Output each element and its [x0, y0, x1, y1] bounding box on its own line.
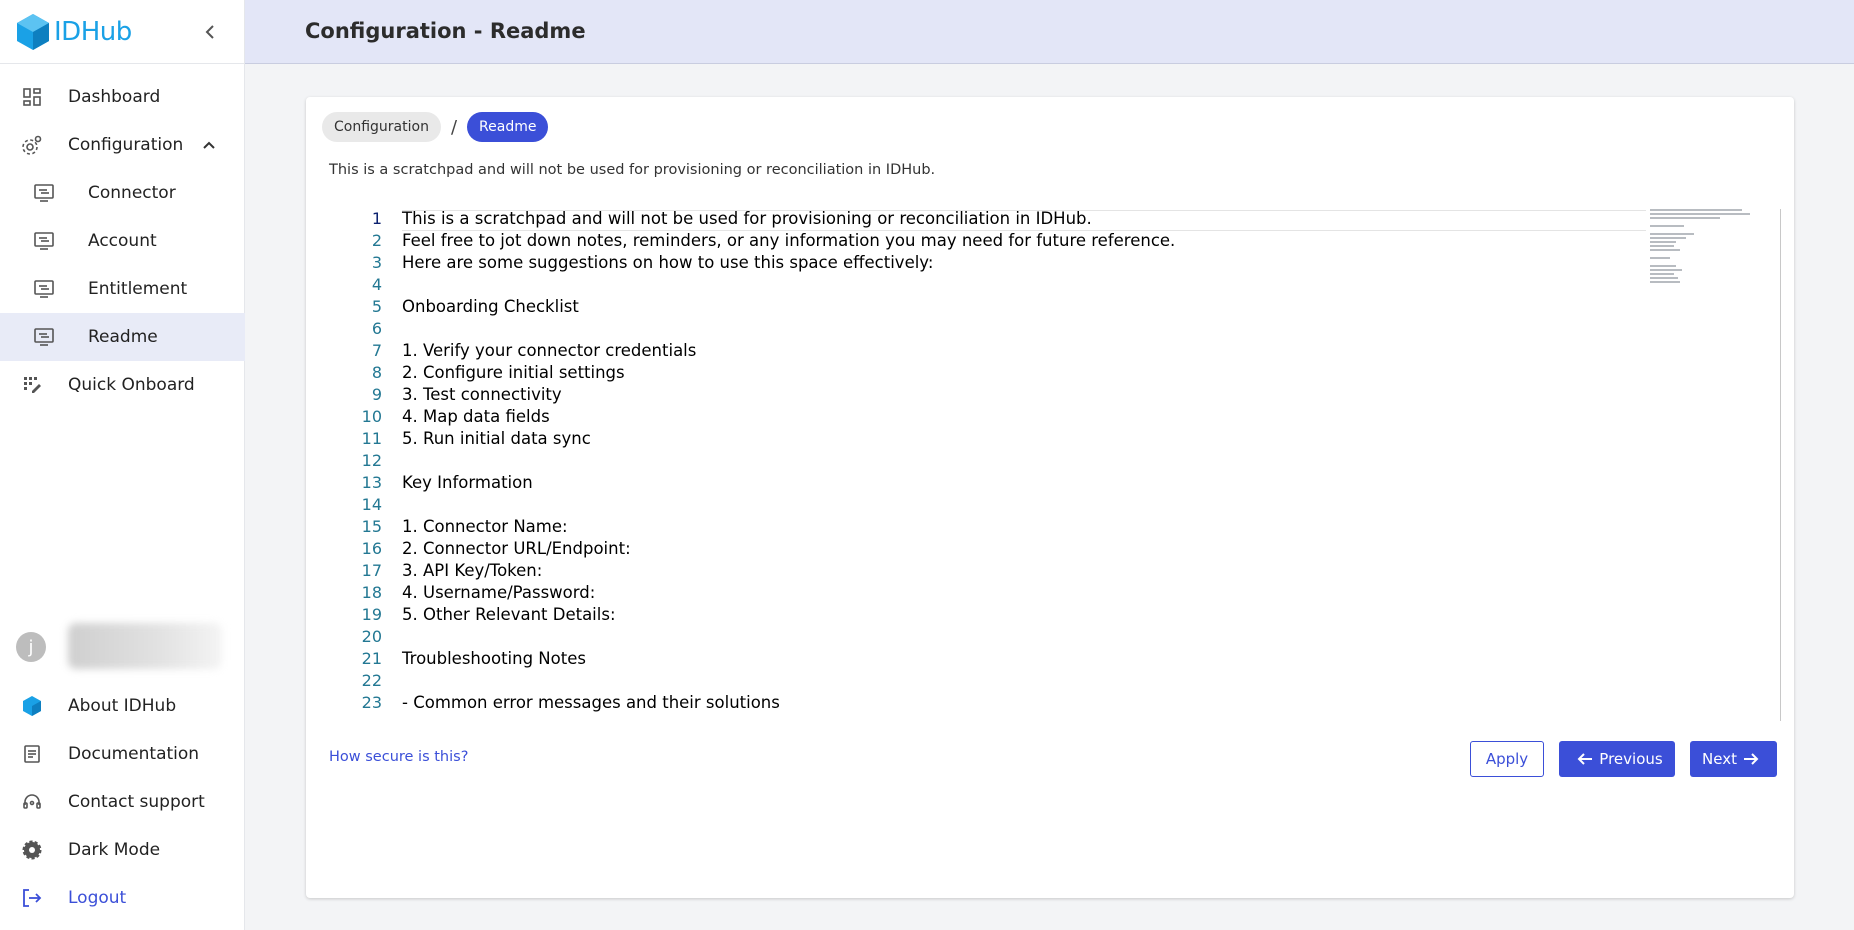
line-number: 15 — [361, 517, 382, 536]
editor-line[interactable]: 3. Test connectivity — [402, 385, 562, 404]
editor-line[interactable]: 1. Connector Name: — [402, 517, 568, 536]
previous-button[interactable] — [1559, 741, 1675, 777]
sidebar-item-dashboard[interactable] — [0, 73, 245, 121]
logo-row — [0, 0, 245, 64]
user-profile[interactable] — [0, 620, 245, 672]
line-number: 22 — [361, 671, 382, 690]
line-number: 9 — [371, 385, 382, 404]
how-secure-link[interactable]: How secure is this? — [329, 749, 469, 765]
editor-line[interactable]: Here are some suggestions on how to use this space effectively: — [402, 253, 934, 272]
line-number: 2 — [371, 231, 382, 250]
line-number: 19 — [361, 605, 382, 624]
breadcrumb-readme[interactable]: Readme — [467, 112, 548, 142]
sidebar-item-about[interactable] — [0, 682, 245, 730]
sidebar-item-label: Documentation — [68, 744, 200, 764]
line-number: 14 — [361, 495, 382, 514]
apply-button-label: Apply — [1485, 750, 1529, 768]
hexagon-icon — [20, 694, 44, 718]
arrow-left-icon — [1577, 752, 1593, 766]
editor-line[interactable]: 4. Map data fields — [402, 407, 550, 426]
sidebar-item-contact-support[interactable] — [0, 778, 245, 826]
user-name-redacted — [68, 623, 222, 669]
sidebar-item-quick-onboard[interactable] — [0, 361, 245, 409]
code-editor[interactable] — [322, 209, 1782, 721]
editor-minimap[interactable] — [1650, 209, 1760, 289]
line-number: 12 — [361, 451, 382, 470]
sidebar-item-label: Connector — [88, 183, 176, 203]
editor-line[interactable]: - Common error messages and their solutions — [402, 693, 780, 712]
line-number: 3 — [371, 253, 382, 272]
line-number: 6 — [371, 319, 382, 338]
previous-button-label: Previous — [1599, 750, 1663, 768]
line-number: 5 — [371, 297, 382, 316]
next-button[interactable] — [1690, 741, 1777, 777]
sidebar-item-label: Dark Mode — [68, 840, 161, 860]
sidebar — [0, 0, 245, 930]
dashboard-icon — [20, 85, 44, 109]
line-number: 7 — [371, 341, 382, 360]
avatar: j — [16, 632, 46, 662]
chevron-up-icon — [202, 135, 216, 159]
line-number: 13 — [361, 473, 382, 492]
line-number: 20 — [361, 627, 382, 646]
document-icon — [20, 742, 44, 766]
line-number: 11 — [361, 429, 382, 448]
line-number: 21 — [361, 649, 382, 668]
sidebar-item-connector[interactable] — [0, 169, 245, 217]
sidebar-item-documentation[interactable] — [0, 730, 245, 778]
grid-edit-icon — [20, 373, 44, 397]
sidebar-item-label: Dashboard — [68, 87, 161, 107]
line-number: 1 — [371, 209, 382, 228]
line-number: 23 — [361, 693, 382, 712]
editor-line[interactable]: 4. Username/Password: — [402, 583, 596, 602]
monitor-icon — [32, 229, 56, 253]
editor-line[interactable]: Onboarding Checklist — [402, 297, 579, 316]
readme-card — [306, 97, 1794, 898]
scratchpad-description: This is a scratchpad and will not be used for provisioning or reconciliation in IDHub. — [329, 162, 936, 178]
sidebar-item-label: Contact support — [68, 792, 205, 812]
editor-line[interactable]: Feel free to jot down notes, reminders, or any information you may need for future reference. — [402, 231, 1176, 250]
editor-line[interactable]: 5. Other Relevant Details: — [402, 605, 616, 624]
sidebar-item-account[interactable] — [0, 217, 245, 265]
line-number: 17 — [361, 561, 382, 580]
editor-line[interactable]: 1. Verify your connector credentials — [402, 341, 697, 360]
sidebar-item-label: Quick Onboard — [68, 375, 195, 395]
sidebar-item-dark-mode[interactable] — [0, 826, 245, 874]
logo-text: IDHub — [54, 17, 132, 47]
editor-line[interactable]: 2. Connector URL/Endpoint: — [402, 539, 631, 558]
editor-line[interactable]: Key Information — [402, 473, 533, 492]
editor-line[interactable]: 2. Configure initial settings — [402, 363, 625, 382]
monitor-icon — [32, 325, 56, 349]
headset-icon — [20, 790, 44, 814]
sidebar-item-readme[interactable] — [0, 313, 245, 361]
breadcrumb-separator: / — [450, 116, 458, 138]
editor-line[interactable]: 3. API Key/Token: — [402, 561, 543, 580]
arrow-right-icon — [1743, 752, 1759, 766]
editor-line[interactable]: This is a scratchpad and will not be used for provisioning or reconciliation in IDHub. — [402, 209, 1092, 228]
gear-icon — [20, 838, 44, 862]
sidebar-item-label: Readme — [88, 327, 158, 347]
editor-line[interactable]: Troubleshooting Notes — [402, 649, 586, 668]
line-number: 16 — [361, 539, 382, 558]
logo — [16, 13, 132, 51]
line-number: 10 — [361, 407, 382, 426]
collapse-sidebar-button[interactable] — [198, 18, 222, 46]
monitor-icon — [32, 181, 56, 205]
editor-line[interactable]: 5. Run initial data sync — [402, 429, 591, 448]
sidebar-item-configuration[interactable] — [0, 121, 245, 169]
page-header — [245, 0, 1854, 64]
sidebar-item-label: Logout — [68, 888, 127, 908]
settings-gear-icon — [20, 133, 44, 157]
line-number: 8 — [371, 363, 382, 382]
sidebar-item-label: Configuration — [68, 135, 184, 155]
sidebar-item-entitlement[interactable] — [0, 265, 245, 313]
chevron-left-icon — [204, 24, 216, 40]
sidebar-item-logout[interactable] — [0, 874, 245, 922]
page-title: Configuration - Readme — [305, 19, 586, 43]
sidebar-item-label: Account — [88, 231, 157, 251]
sidebar-item-label: Entitlement — [88, 279, 188, 299]
line-number: 18 — [361, 583, 382, 602]
hexagon-logo-icon — [16, 13, 50, 51]
monitor-icon — [32, 277, 56, 301]
editor-scrollbar[interactable] — [1780, 209, 1781, 721]
apply-button[interactable] — [1470, 741, 1544, 777]
logout-icon — [20, 886, 44, 910]
next-button-label: Next — [1702, 750, 1737, 768]
breadcrumb — [322, 112, 548, 142]
line-number: 4 — [371, 275, 382, 294]
sidebar-item-label: About IDHub — [68, 696, 177, 716]
breadcrumb-configuration[interactable]: Configuration — [322, 112, 441, 142]
